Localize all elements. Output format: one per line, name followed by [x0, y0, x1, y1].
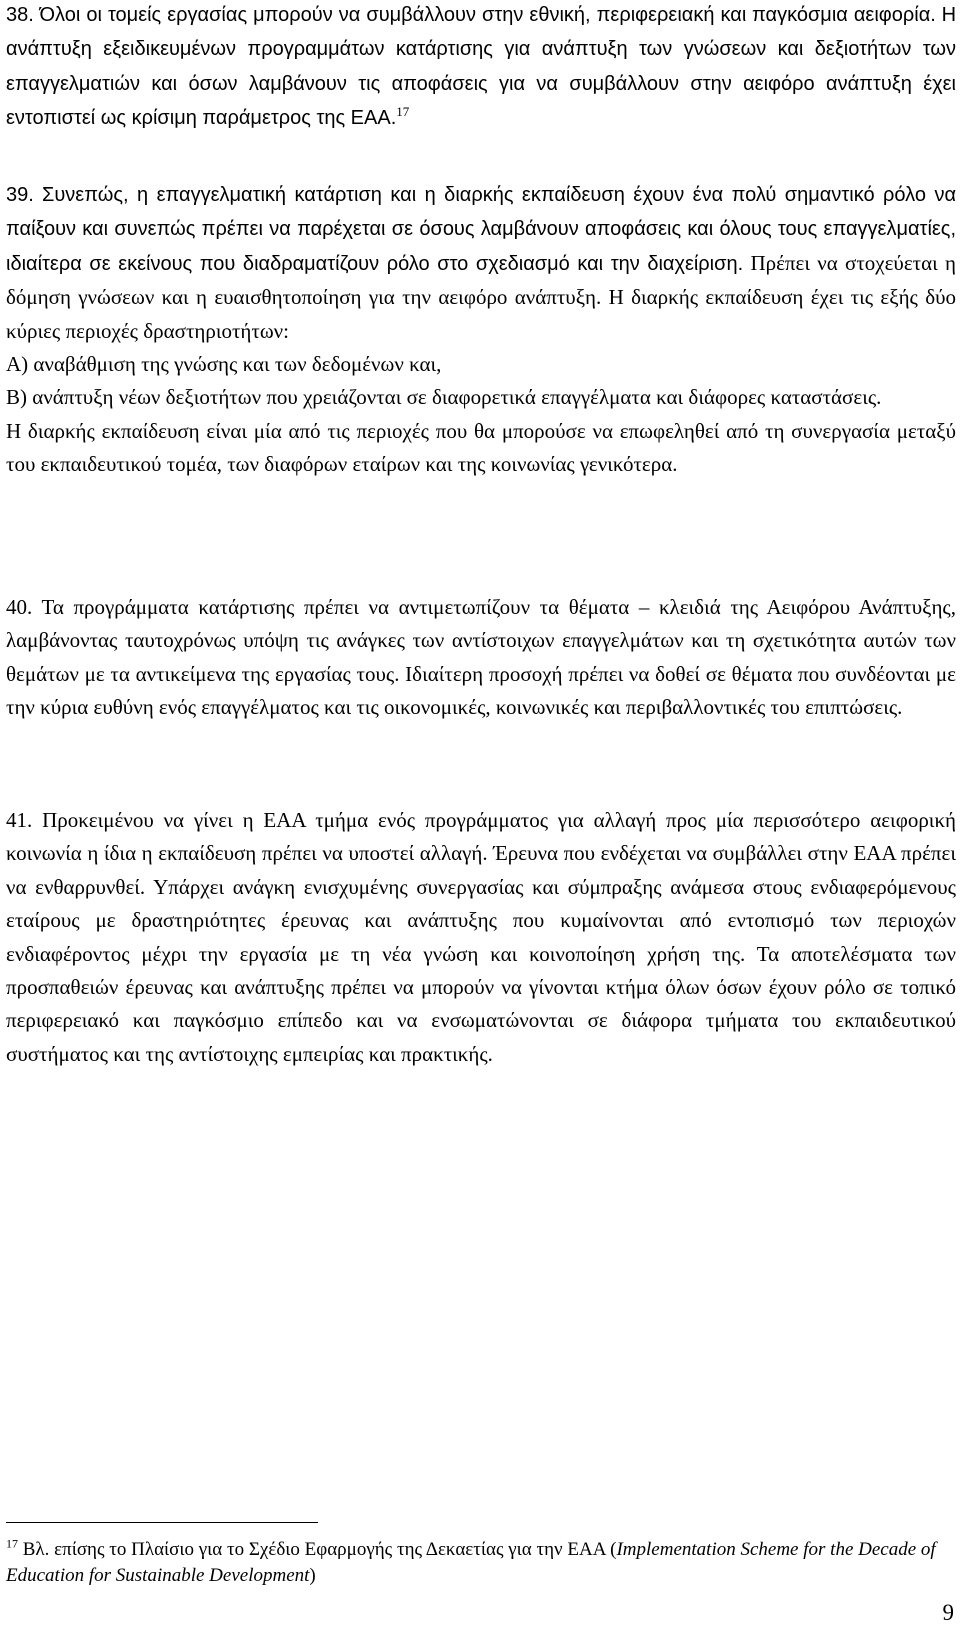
footnote-text-prefix: Βλ. επίσης το Πλαίσιο για το Σχέδιο Εφαρμογής της Δεκαετίας για την ΕΑΑ (	[22, 1539, 617, 1560]
paragraph-40	[6, 591, 956, 725]
paragraph-39-number: 39.	[6, 184, 34, 206]
paragraph-40-text: Τα προγράμματα κατάρτισης πρέπει να αντιμετωπίζουν τα θέματα – κλειδιά της Αειφόρου Ανάπτυξης, λαμβάνοντας ταυτοχρόνως υπόψη τις ανάγκες των αντίστοιχων επαγγελμάτων και τη σχετικότητα αυτών των θεμάτων με τα αντικείμενα της εργασίας τους. Ιδιαίτερη προσοχή πρέπει να δοθεί σε θέματα που συνδέονται με την κύρια ευθύνη ενός επαγγέλματος και τις οικονομικές, κοινωνικές και περιβαλλοντικές του επιπτώσεις.	[6, 595, 956, 720]
paragraph-39-closing: Η διαρκής εκπαίδευση είναι μία από τις περιοχές που θα μπορούσε να επωφεληθεί από τη συνεργασία μεταξύ του εκπαιδευτικού τομέα, των διαφόρων εταίρων και της κοινωνίας γενικότερα.	[6, 418, 956, 477]
paragraph-40-number: 40.	[6, 595, 33, 619]
paragraph-39-item-a: Α) αναβάθμιση της γνώσης και των δεδομένων και,	[6, 352, 442, 377]
paragraph-38-text-line1: Όλοι οι τομείς εργασίας μπορούν να συμβάλλουν στην εθνική, περιφερειακή και	[39, 4, 747, 26]
paragraph-38	[6, 0, 956, 136]
paragraph-41	[6, 804, 956, 1071]
paragraph-38-text: Η ανάπτυξη εξειδικευμένων προγραμμάτων κατάρτισης για ανάπτυξη των γνώσεων και δεξιοτήτων των επαγγελματιών και όσων λαμβάνουν τις αποφάσεις για να συμβάλλουν στην αειφόρο ανάπτυξη έχει εντοπιστεί ως κρίσιμη παράμετρος της ΕΑΑ.	[6, 4, 957, 130]
paragraph-39	[6, 178, 956, 482]
paragraph-41-number: 41.	[6, 808, 33, 832]
footnote-17	[6, 1537, 936, 1589]
footnote-text-suffix: )	[309, 1565, 316, 1586]
footnote-number: 17	[6, 1536, 18, 1551]
paragraph-39-text-sans: Συνεπώς, η επαγγελματική κατάρτιση και η διαρκής εκπαίδευση έχουν ένα πολύ σημαντικό ρόλο να παίξουν και συνεπώς πρέπει να παρέχεται σε όσους λαμβάνουν αποφάσεις και όλους τους επαγγελματίες, ιδιαίτερα σε εκείνους που διαδραματίζουν ρόλο στο σχεδιασμό και την διαχείριση.	[6, 184, 957, 275]
footnote-reference-17[interactable]: 17	[396, 104, 410, 120]
paragraph-39-text-serif: Πρέπει να στοχεύεται η δόμηση γνώσεων και η ευαισθητοποίηση για την αειφόρο ανάπτυξη. Η διαρκής εκπαίδευση έχει τις εξής δύο κύριες περιοχές δραστηριοτήτων:	[6, 250, 956, 343]
page-number: 9	[942, 1600, 954, 1625]
footnote-text-italic: Implementation Scheme for the Decade of Education for Sustainable Development	[6, 1539, 936, 1586]
paragraph-39-item-b: Β) ανάπτυξη νέων δεξιοτήτων που χρειάζονται σε διαφορετικά επαγγέλματα και διάφορες καταστάσεις.	[6, 385, 882, 410]
footnote-separator	[6, 1522, 318, 1523]
paragraph-41-text: Προκειμένου να γίνει η ΕΑΑ τμήμα ενός προγράμματος για αλλαγή προς μία περισσότερο αειφορική κοινωνία η ίδια η εκπαίδευση πρέπει να υποστεί αλλαγή. Έρευνα που ενδέχεται να συμβάλλει στην ΕΑΑ πρέπει να ενθαρρυνθεί. Υπάρχει ανάγκη ενισχυμένης συνεργασίας και σύμπραξης ανάμεσα στους ενδιαφερόμενους εταίρους με δραστηριότητες έρευνας και ανάπτυξης που κυμαίνονται από εντοπισμό των περιοχών ενδιαφέροντος μέχρι την εργασία με τη νέα γνώση και κοινοποίηση χρήση της. Τα αποτελέσματα των προσπαθειών έρευνας και ανάπτυξης πρέπει να μπορούν να γίνονται κτήμα όλων όσων έχουν ρόλο σε τοπικό περιφερειακό και παγκόσμιο επίπεδο και να ενσωματώνονται σε διάφορα τμήματα του εκπαιδευτικού συστήματος και της αντίστοιχης εμπειρίας και πρακτικής.	[6, 808, 957, 1066]
paragraph-38-number: 38.	[6, 4, 34, 26]
paragraph-38-text-line2: παγκόσμια αειφορία.	[752, 4, 936, 26]
